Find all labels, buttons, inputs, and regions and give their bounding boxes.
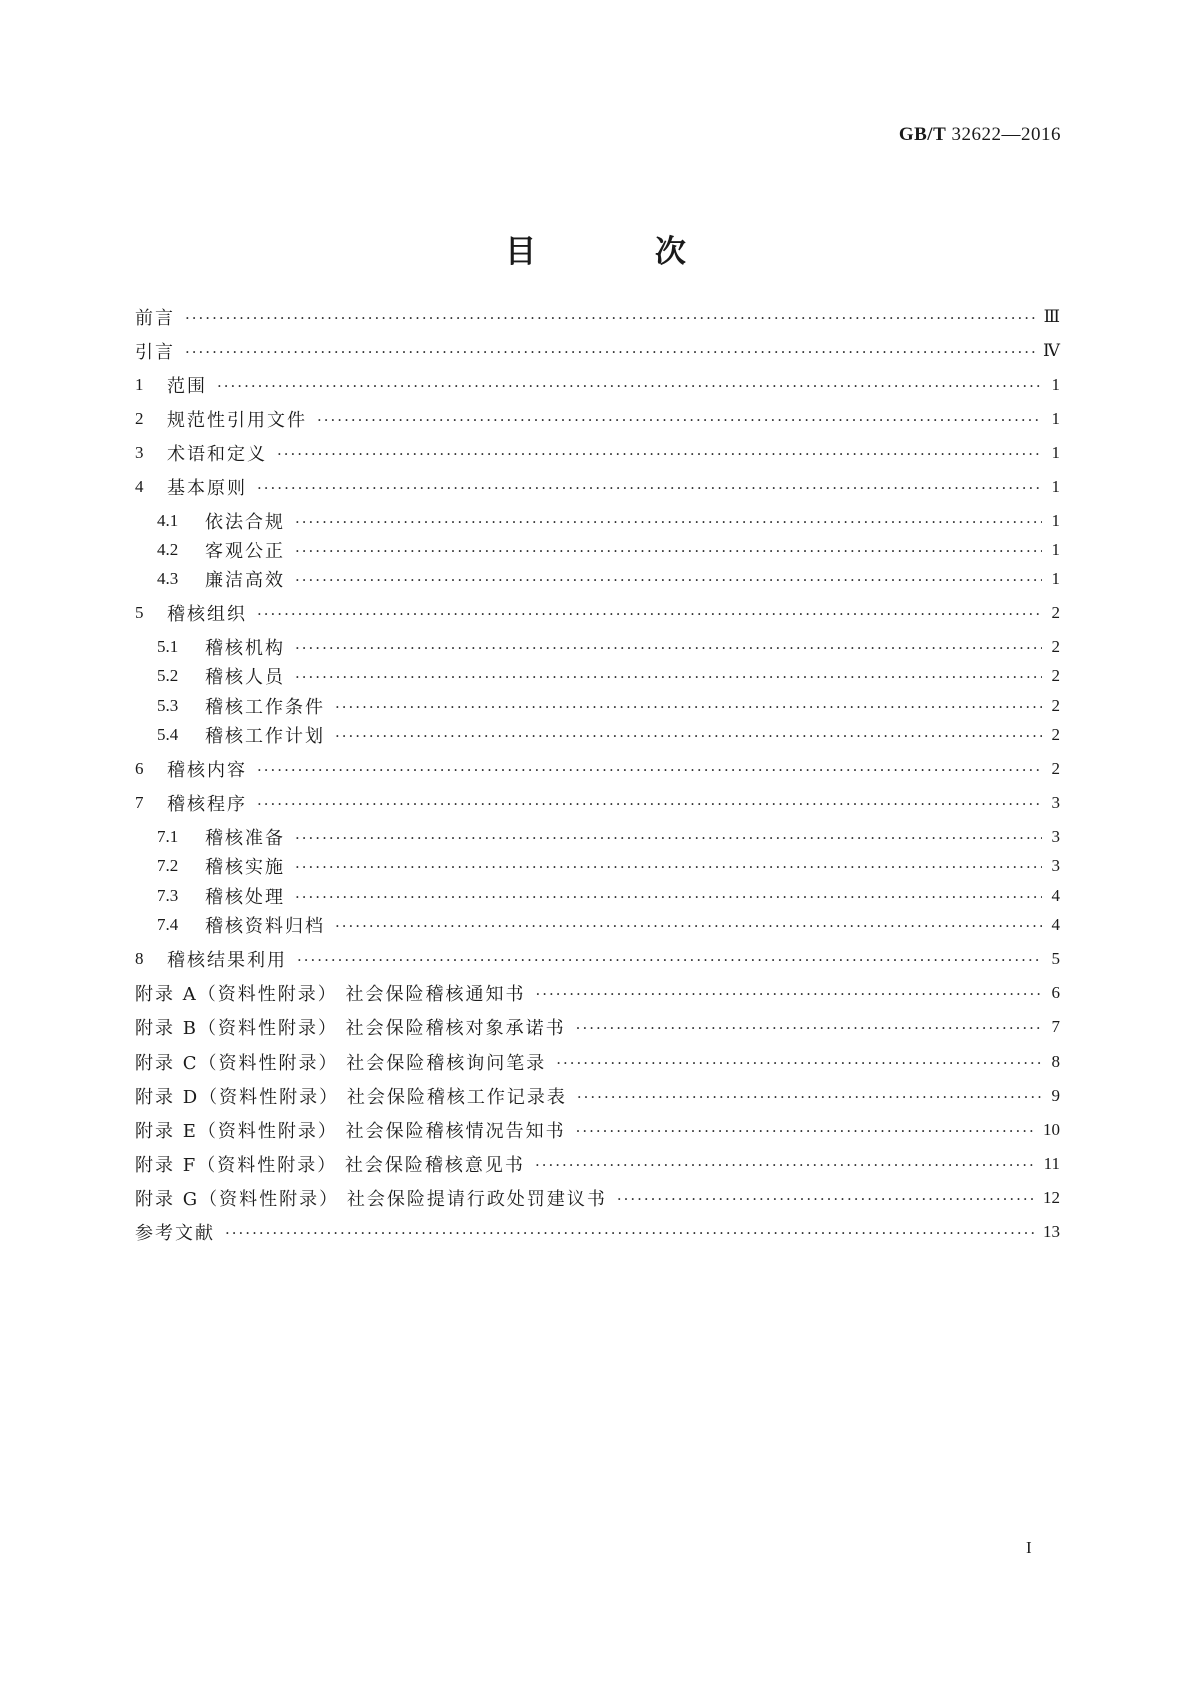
toc-entry-label: 附录 E（资料性附录） 社会保险稽核情况告知书 xyxy=(135,1121,566,1142)
toc-entry-number: 7.1 xyxy=(157,827,179,846)
toc-entry[interactable] xyxy=(157,633,1060,661)
toc-entry[interactable] xyxy=(157,823,1060,851)
toc-dot-leader xyxy=(335,919,1042,934)
toc-entry[interactable] xyxy=(157,911,1060,939)
toc-entry-label: 稽核实施 xyxy=(205,857,285,878)
toc-entry[interactable] xyxy=(135,1150,1060,1178)
toc-dot-leader xyxy=(257,481,1042,496)
toc-entry-number: 4.2 xyxy=(157,540,179,559)
toc-dot-leader xyxy=(295,515,1042,530)
toc-entry-number: 7 xyxy=(135,793,144,812)
toc-entry-label: 稽核内容 xyxy=(167,760,247,781)
toc-dot-leader xyxy=(317,413,1042,428)
toc-dot-leader xyxy=(257,797,1042,812)
toc-entry[interactable] xyxy=(135,1184,1060,1212)
toc-entry-page: 3 xyxy=(1051,793,1060,812)
standard-prefix: GB/T xyxy=(898,124,947,145)
toc-dot-leader xyxy=(225,1226,1035,1241)
toc-entry-page: 3 xyxy=(1051,856,1060,875)
toc-entry[interactable] xyxy=(135,979,1060,1007)
toc-entry-number: 4.1 xyxy=(157,511,179,530)
toc-entry-number: 6 xyxy=(135,759,144,778)
toc-dot-leader xyxy=(617,1192,1035,1207)
toc-entry-page: 13 xyxy=(1043,1222,1060,1241)
toc-entry[interactable] xyxy=(157,662,1060,690)
toc-entry[interactable] xyxy=(157,882,1060,910)
toc-entry-page: 11 xyxy=(1043,1154,1060,1173)
toc-entry-number: 8 xyxy=(135,949,144,968)
toc-entry-page: 10 xyxy=(1043,1120,1060,1139)
toc-entry-page: 8 xyxy=(1051,1052,1060,1071)
toc-entry-label: 引言 xyxy=(135,342,175,363)
toc-entry-label: 稽核资料归档 xyxy=(205,916,325,937)
toc-entry-number: 5 xyxy=(135,603,144,622)
toc-entry-number: 5.2 xyxy=(157,666,179,685)
toc-entry-page: 2 xyxy=(1051,603,1060,622)
toc-entry-number: 4.3 xyxy=(157,569,179,588)
toc-entry-label: 附录 B（资料性附录） 社会保险稽核对象承诺书 xyxy=(135,1018,566,1039)
toc-entry-label: 稽核准备 xyxy=(205,828,285,849)
toc-entry-page: 4 xyxy=(1051,915,1060,934)
standard-number: 32622—2016 xyxy=(951,124,1061,145)
toc-entry-label: 稽核结果利用 xyxy=(167,950,287,971)
toc-entry-label: 依法合规 xyxy=(205,512,285,533)
toc-entry-label: 术语和定义 xyxy=(167,444,267,465)
toc-entry-number: 5.1 xyxy=(157,637,179,656)
toc-dot-leader xyxy=(257,607,1042,622)
toc-entry-label: 附录 G（资料性附录） 社会保险提请行政处罚建议书 xyxy=(135,1189,607,1210)
toc-entry[interactable] xyxy=(135,405,1060,433)
toc-dot-leader xyxy=(185,345,1035,360)
toc-entry[interactable] xyxy=(157,692,1060,720)
toc-dot-leader xyxy=(295,831,1042,846)
toc-dot-leader xyxy=(535,987,1042,1002)
toc-entry-label: 附录 F（资料性附录） 社会保险稽核意见书 xyxy=(135,1155,525,1176)
toc-entry-label: 廉洁高效 xyxy=(205,570,285,591)
toc-entry[interactable] xyxy=(157,507,1060,535)
toc-entry[interactable] xyxy=(135,1116,1060,1144)
toc-entry-page: 1 xyxy=(1051,409,1060,428)
toc-entry-page: 1 xyxy=(1051,540,1060,559)
toc-entry-page: 7 xyxy=(1051,1017,1060,1036)
toc-dot-leader xyxy=(535,1158,1036,1173)
toc-dot-leader xyxy=(335,700,1042,715)
toc-entry-page: 2 xyxy=(1051,637,1060,656)
toc-entry-page: 1 xyxy=(1051,477,1060,496)
toc-entry-page: 9 xyxy=(1051,1086,1060,1105)
toc-entry-number: 5.4 xyxy=(157,725,179,744)
toc-dot-leader xyxy=(295,641,1042,656)
toc-entry-number: 1 xyxy=(135,375,144,394)
toc-entry[interactable] xyxy=(135,755,1060,783)
toc-dot-leader xyxy=(257,763,1042,778)
page-number: I xyxy=(1026,1538,1032,1557)
toc-entry-number: 2 xyxy=(135,409,144,428)
toc-entry-number: 4 xyxy=(135,477,144,496)
toc-entry-label: 稽核程序 xyxy=(167,794,247,815)
toc-entry-label: 稽核处理 xyxy=(205,887,285,908)
toc-entry-page: 2 xyxy=(1051,725,1060,744)
toc-dot-leader xyxy=(576,1021,1042,1036)
toc-entry[interactable] xyxy=(157,565,1060,593)
toc-dot-leader xyxy=(295,544,1042,559)
toc-entry[interactable] xyxy=(135,789,1060,817)
toc-entry-page: 1 xyxy=(1051,569,1060,588)
toc-entry[interactable] xyxy=(157,536,1060,564)
toc-entry-page: 2 xyxy=(1051,759,1060,778)
toc-entry-page: 1 xyxy=(1051,443,1060,462)
toc-dot-leader xyxy=(185,311,1036,326)
toc-entry-number: 5.3 xyxy=(157,696,179,715)
toc-entry-label: 稽核组织 xyxy=(167,604,247,625)
toc-entry-number: 3 xyxy=(135,443,144,462)
toc-entry-page: 5 xyxy=(1051,949,1060,968)
toc-entry[interactable] xyxy=(135,1082,1060,1110)
toc-entry-number: 7.4 xyxy=(157,915,179,934)
toc-dot-leader xyxy=(295,890,1042,905)
toc-entry-label: 参考文献 xyxy=(135,1223,215,1244)
toc-entry-page: 2 xyxy=(1051,696,1060,715)
toc-entry[interactable] xyxy=(135,473,1060,501)
toc-dot-leader xyxy=(295,860,1042,875)
toc-dot-leader xyxy=(556,1056,1042,1071)
toc-entry-page: 4 xyxy=(1051,886,1060,905)
toc-entry[interactable] xyxy=(157,721,1060,749)
toc-entry[interactable] xyxy=(135,1048,1060,1076)
toc-dot-leader xyxy=(295,573,1042,588)
toc-dot-leader xyxy=(297,953,1042,968)
toc-entry-label: 附录 A（资料性附录） 社会保险稽核通知书 xyxy=(135,984,526,1005)
toc-dot-leader xyxy=(277,447,1042,462)
toc-entry[interactable] xyxy=(135,439,1060,467)
toc-entry[interactable] xyxy=(135,371,1060,399)
toc-entry-label: 附录 C（资料性附录） 社会保险稽核询问笔录 xyxy=(135,1053,547,1074)
toc-dot-leader xyxy=(335,729,1042,744)
toc-entry[interactable] xyxy=(135,945,1060,973)
toc-entry-page: Ⅲ xyxy=(1043,307,1060,326)
toc-entry-label: 稽核人员 xyxy=(205,667,285,688)
toc-entry-label: 前言 xyxy=(135,308,175,329)
toc-entry-label: 客观公正 xyxy=(205,541,285,562)
toc-entry-label: 规范性引用文件 xyxy=(167,410,307,431)
toc-entry-page: 1 xyxy=(1051,375,1060,394)
page-title: 目 次 xyxy=(505,234,740,270)
toc-entry-number: 7.2 xyxy=(157,856,179,875)
toc-entry-label: 稽核机构 xyxy=(205,638,285,659)
toc-entry-label: 稽核工作条件 xyxy=(205,697,325,718)
toc-entry-page: Ⅳ xyxy=(1043,341,1060,360)
toc-dot-leader xyxy=(576,1124,1035,1139)
toc-entry[interactable] xyxy=(135,303,1060,331)
toc-dot-leader xyxy=(577,1090,1042,1105)
toc-entry-page: 6 xyxy=(1051,983,1060,1002)
toc-entry[interactable] xyxy=(135,1218,1060,1246)
toc-entry[interactable] xyxy=(157,852,1060,880)
toc-entry-page: 2 xyxy=(1051,666,1060,685)
toc-dot-leader xyxy=(295,670,1042,685)
toc-entry-number: 7.3 xyxy=(157,886,179,905)
toc-entry-label: 附录 D（资料性附录） 社会保险稽核工作记录表 xyxy=(135,1087,567,1108)
toc-entry-label: 范围 xyxy=(167,376,207,397)
toc-entry-page: 1 xyxy=(1051,511,1060,530)
toc-entry-page: 3 xyxy=(1051,827,1060,846)
toc-entry-page: 12 xyxy=(1043,1188,1060,1207)
toc-entry[interactable] xyxy=(135,599,1060,627)
toc-entry-label: 基本原则 xyxy=(167,478,247,499)
toc-entry[interactable] xyxy=(135,1013,1060,1041)
toc-dot-leader xyxy=(217,379,1042,394)
toc-entry-label: 稽核工作计划 xyxy=(205,726,325,747)
toc-entry[interactable] xyxy=(135,337,1060,365)
